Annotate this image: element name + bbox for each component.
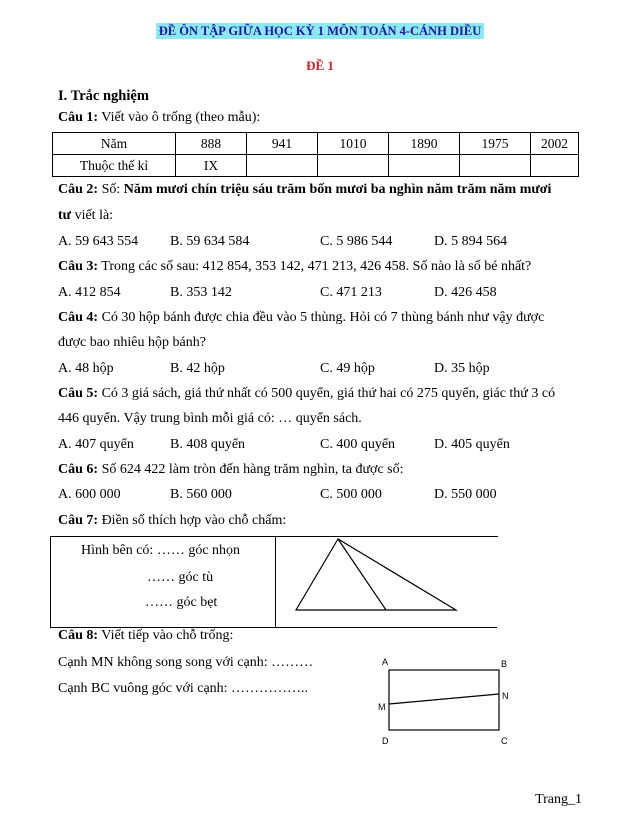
obtuse-angle-line: …… góc tù	[147, 570, 214, 585]
option-d: D. 550 000	[434, 487, 497, 502]
document-title: ĐỀ ÔN TẬP GIỮA HỌC KỲ 1 MÔN TOÁN 4-CÁNH DIỀU	[0, 24, 640, 40]
option-d: D. 35 hộp	[434, 361, 490, 376]
option-c: C. 49 hộp	[320, 361, 375, 376]
option-b: B. 42 hộp	[170, 361, 225, 376]
table-cell: Thuộc thế kỉ	[53, 155, 176, 177]
question-2: Câu 2: Số: Năm mươi chín triệu sáu trăm bốn mươi ba nghìn năm trăm năm mươi	[58, 182, 552, 197]
table-cell	[389, 155, 460, 177]
table-row	[53, 133, 579, 155]
option-b: B. 408 quyển	[170, 437, 246, 452]
table-cell: IX	[176, 155, 247, 177]
option-a: A. 59 643 554	[58, 234, 139, 249]
rectangle-figure	[370, 655, 520, 745]
table-cell: 1975	[460, 133, 531, 155]
question-8: Câu 8: Viết tiếp vào chỗ trống:	[58, 628, 234, 643]
table-cell: 1890	[389, 133, 460, 155]
rectangle-abcd	[389, 670, 499, 730]
question-1: Câu 1: Viết vào ô trống (theo mẫu):	[58, 110, 261, 125]
point-label-n: N	[502, 691, 509, 701]
q8-line-2: Cạnh BC vuông góc với cạnh: ……………..	[58, 681, 309, 696]
option-c: C. 5 986 544	[320, 234, 393, 249]
point-label-d: D	[382, 736, 389, 745]
acute-angle-line: Hình bên có: …… góc nhọn	[81, 543, 241, 558]
table-row	[53, 155, 579, 177]
section-heading: I. Trắc nghiệm	[58, 88, 149, 104]
table-cell: 1010	[318, 133, 389, 155]
triangle-cevian	[338, 539, 386, 610]
year-century-table	[52, 132, 579, 177]
table-cell	[460, 155, 531, 177]
box-divider	[275, 537, 276, 627]
option-a: A. 407 quyển	[58, 437, 134, 452]
option-a: A. 412 854	[58, 285, 121, 300]
option-c: C. 500 000	[320, 487, 382, 502]
question-7: Câu 7: Điền số thích hợp vào chỗ chấm:	[58, 513, 287, 528]
segment-mn	[389, 694, 499, 704]
table-cell	[531, 155, 579, 177]
table-cell: 2002	[531, 133, 579, 155]
table-cell	[318, 155, 389, 177]
page-footer: Trang_1	[535, 792, 582, 807]
option-c: C. 471 213	[320, 285, 382, 300]
question-2-cont: tư viết là:	[58, 208, 114, 223]
option-d: D. 405 quyển	[434, 437, 510, 452]
point-label-m: M	[378, 702, 386, 712]
question-5: Câu 5: Có 3 giá sách, giá thứ nhất có 500 quyển, giá thứ hai có 275 quyển, giác thứ 3 có	[58, 386, 556, 401]
question-4-cont: được bao nhiêu hộp bánh?	[58, 335, 206, 350]
question-4: Câu 4: Có 30 hộp bánh được chia đều vào 5 thùng. Hỏi có 7 thùng bánh như vậy được	[58, 310, 545, 325]
table-cell: Năm	[53, 133, 176, 155]
table-cell: 888	[176, 133, 247, 155]
straight-angle-line: …… góc bẹt	[145, 595, 218, 610]
option-b: B. 560 000	[170, 487, 232, 502]
option-a: A. 48 hộp	[58, 361, 114, 376]
option-d: D. 5 894 564	[434, 234, 508, 249]
q8-line-1: Cạnh MN không song song với cạnh: ………	[58, 655, 314, 670]
point-label-a: A	[382, 657, 389, 667]
point-label-b: B	[501, 659, 508, 669]
option-c: C. 400 quyển	[320, 437, 396, 452]
option-b: B. 353 142	[170, 285, 232, 300]
question-3: Câu 3: Trong các số sau: 412 854, 353 142, 471 213, 426 458. Số nào là số bé nhất?	[58, 259, 532, 274]
exam-number: ĐỀ 1	[306, 58, 334, 73]
option-a: A. 600 000	[58, 487, 121, 502]
question-6: Câu 6: Số 624 422 làm tròn đến hàng trăm nghìn, ta được số:	[58, 462, 404, 477]
option-d: D. 426 458	[434, 285, 497, 300]
triangle	[296, 539, 456, 610]
table-cell	[247, 155, 318, 177]
table-cell: 941	[247, 133, 318, 155]
triangle-figure	[290, 534, 470, 616]
point-label-c: C	[501, 736, 508, 745]
question-5-cont: 446 quyển. Vậy trung bình mỗi giá có: … quyển sách.	[58, 411, 362, 426]
option-b: B. 59 634 584	[170, 234, 250, 249]
